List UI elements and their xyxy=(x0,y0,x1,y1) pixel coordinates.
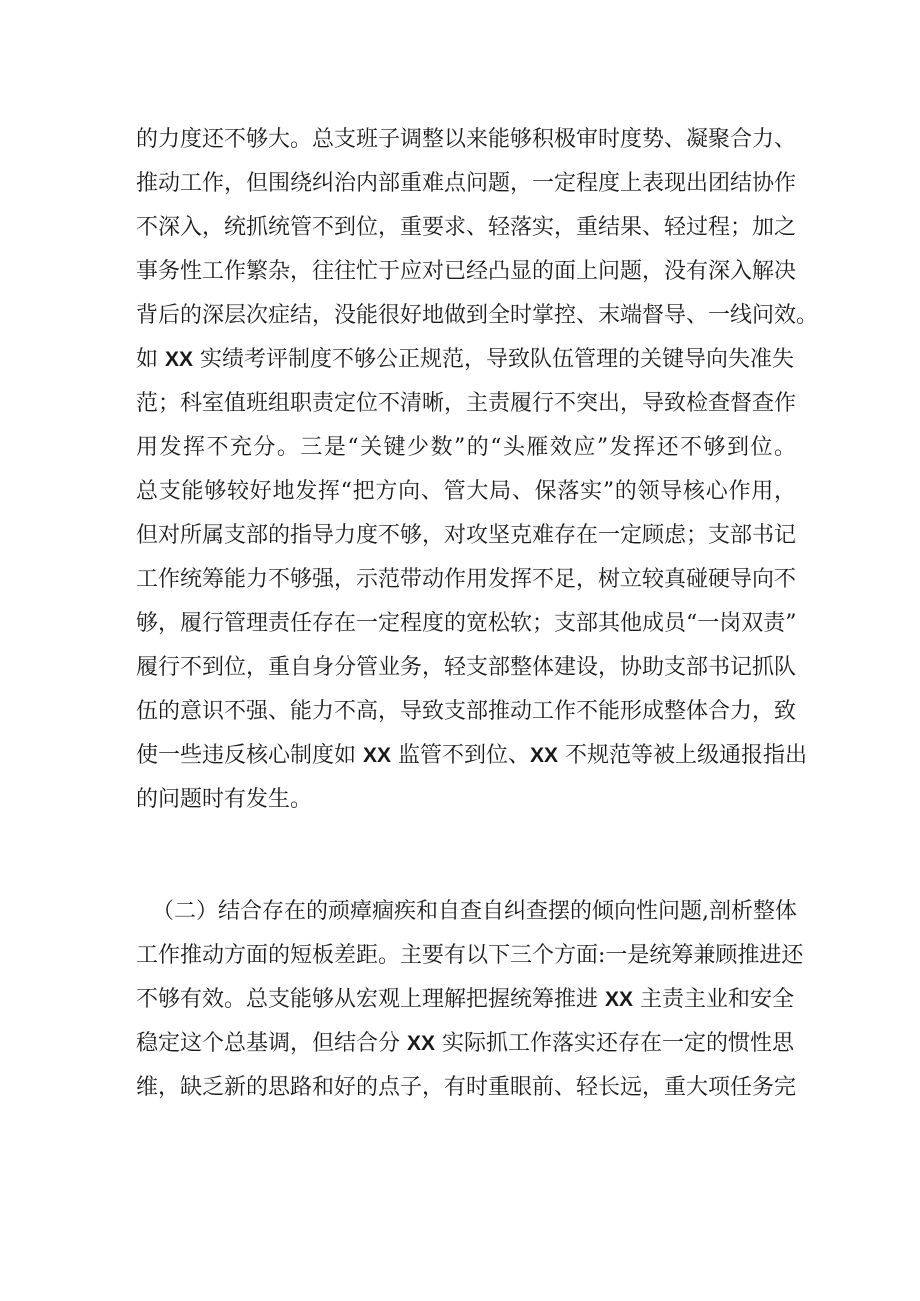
text-line: 履行不到位，重自身分管业务，轻支部整体建设，协助支部书记抓队 xyxy=(136,655,797,680)
text-line: 推动工作，但围绕纠治内部重难点问题，一定程度上表现出团结协作 xyxy=(136,171,797,196)
text-line: 范；科室值班组职责定位不清晰，主责履行不突出，导致检查督查作 xyxy=(136,391,797,416)
placeholder-xx: XX xyxy=(165,348,194,371)
text-line: 事务性工作繁杂，往往忙于应对已经凸显的面上问题，没有深入解决 xyxy=(136,259,797,284)
text-line xyxy=(136,1026,796,1062)
text-segment: 不规范等被上级通报指出 xyxy=(558,743,808,768)
text-line: 维，缺乏新的思路和好的点子，有时重眼前、轻长远，重大项任务完 xyxy=(136,1075,797,1100)
text-line: 够，履行管理责任存在一定程度的宽松软；支部其他成员“一岗双责” xyxy=(136,611,797,636)
text-line: 工作统筹能力不够强，示范带动作用发挥不足，树立较真碰硬导向不 xyxy=(136,567,797,592)
text-line: 用发挥不充分。三是“关键少数”的“头雁效应”发挥还不够到位。 xyxy=(136,435,796,460)
text-segment: 使一些违反核心制度如 xyxy=(136,743,363,768)
placeholder-xx: XX xyxy=(530,744,559,767)
text-segment: 不够有效。总支能够从宏观上理解把握统筹推进 xyxy=(136,987,605,1012)
text-segment: 实绩考评制度不够公正规范，导致队伍管理的关键导向失准失 xyxy=(193,347,795,372)
text-segment: 主责主业和安全 xyxy=(633,987,795,1012)
text-line: 但对所属支部的指导力度不够，对攻坚克难存在一定顾虑；支部书记 xyxy=(136,523,797,548)
text-line: （二）结合存在的顽瘴痼疾和自查自纠查摆的倾向性问题,剖析整体 xyxy=(152,899,797,924)
text-segment: 实际抓工作落实还存在一定的惯性思 xyxy=(435,1031,795,1056)
text-line: 工作推动方面的短板差距。主要有以下三个方面:一是统筹兼顾推进还 xyxy=(136,943,804,968)
text-line xyxy=(136,982,796,1018)
text-line xyxy=(136,738,808,774)
placeholder-xx: XX xyxy=(605,988,634,1011)
text-line: 不深入，统抓统管不到位，重要求、轻落实，重结果、轻过程；加之 xyxy=(136,215,797,240)
text-line: 的问题时有发生。 xyxy=(136,787,313,812)
text-line: 的力度还不够大。总支班子调整以来能够积极审时度势、凝聚合力、 xyxy=(136,127,797,152)
text-segment: 稳定这个总基调，但结合分 xyxy=(136,1031,407,1056)
text-line: 总支能够较好地发挥“把方向、管大局、保落实”的领导核心作用， xyxy=(136,479,796,504)
text-segment: 如 xyxy=(136,347,165,372)
placeholder-xx: XX xyxy=(407,1032,436,1055)
text-line xyxy=(136,342,796,378)
placeholder-xx: XX xyxy=(363,744,392,767)
text-line: 伍的意识不强、能力不高，导致支部推动工作不能形成整体合力，致 xyxy=(136,699,797,724)
text-line: 背后的深层次症结，没能很好地做到全时掌控、末端督导、一线问效。 xyxy=(136,303,819,328)
text-segment: 监管不到位、 xyxy=(391,743,531,768)
